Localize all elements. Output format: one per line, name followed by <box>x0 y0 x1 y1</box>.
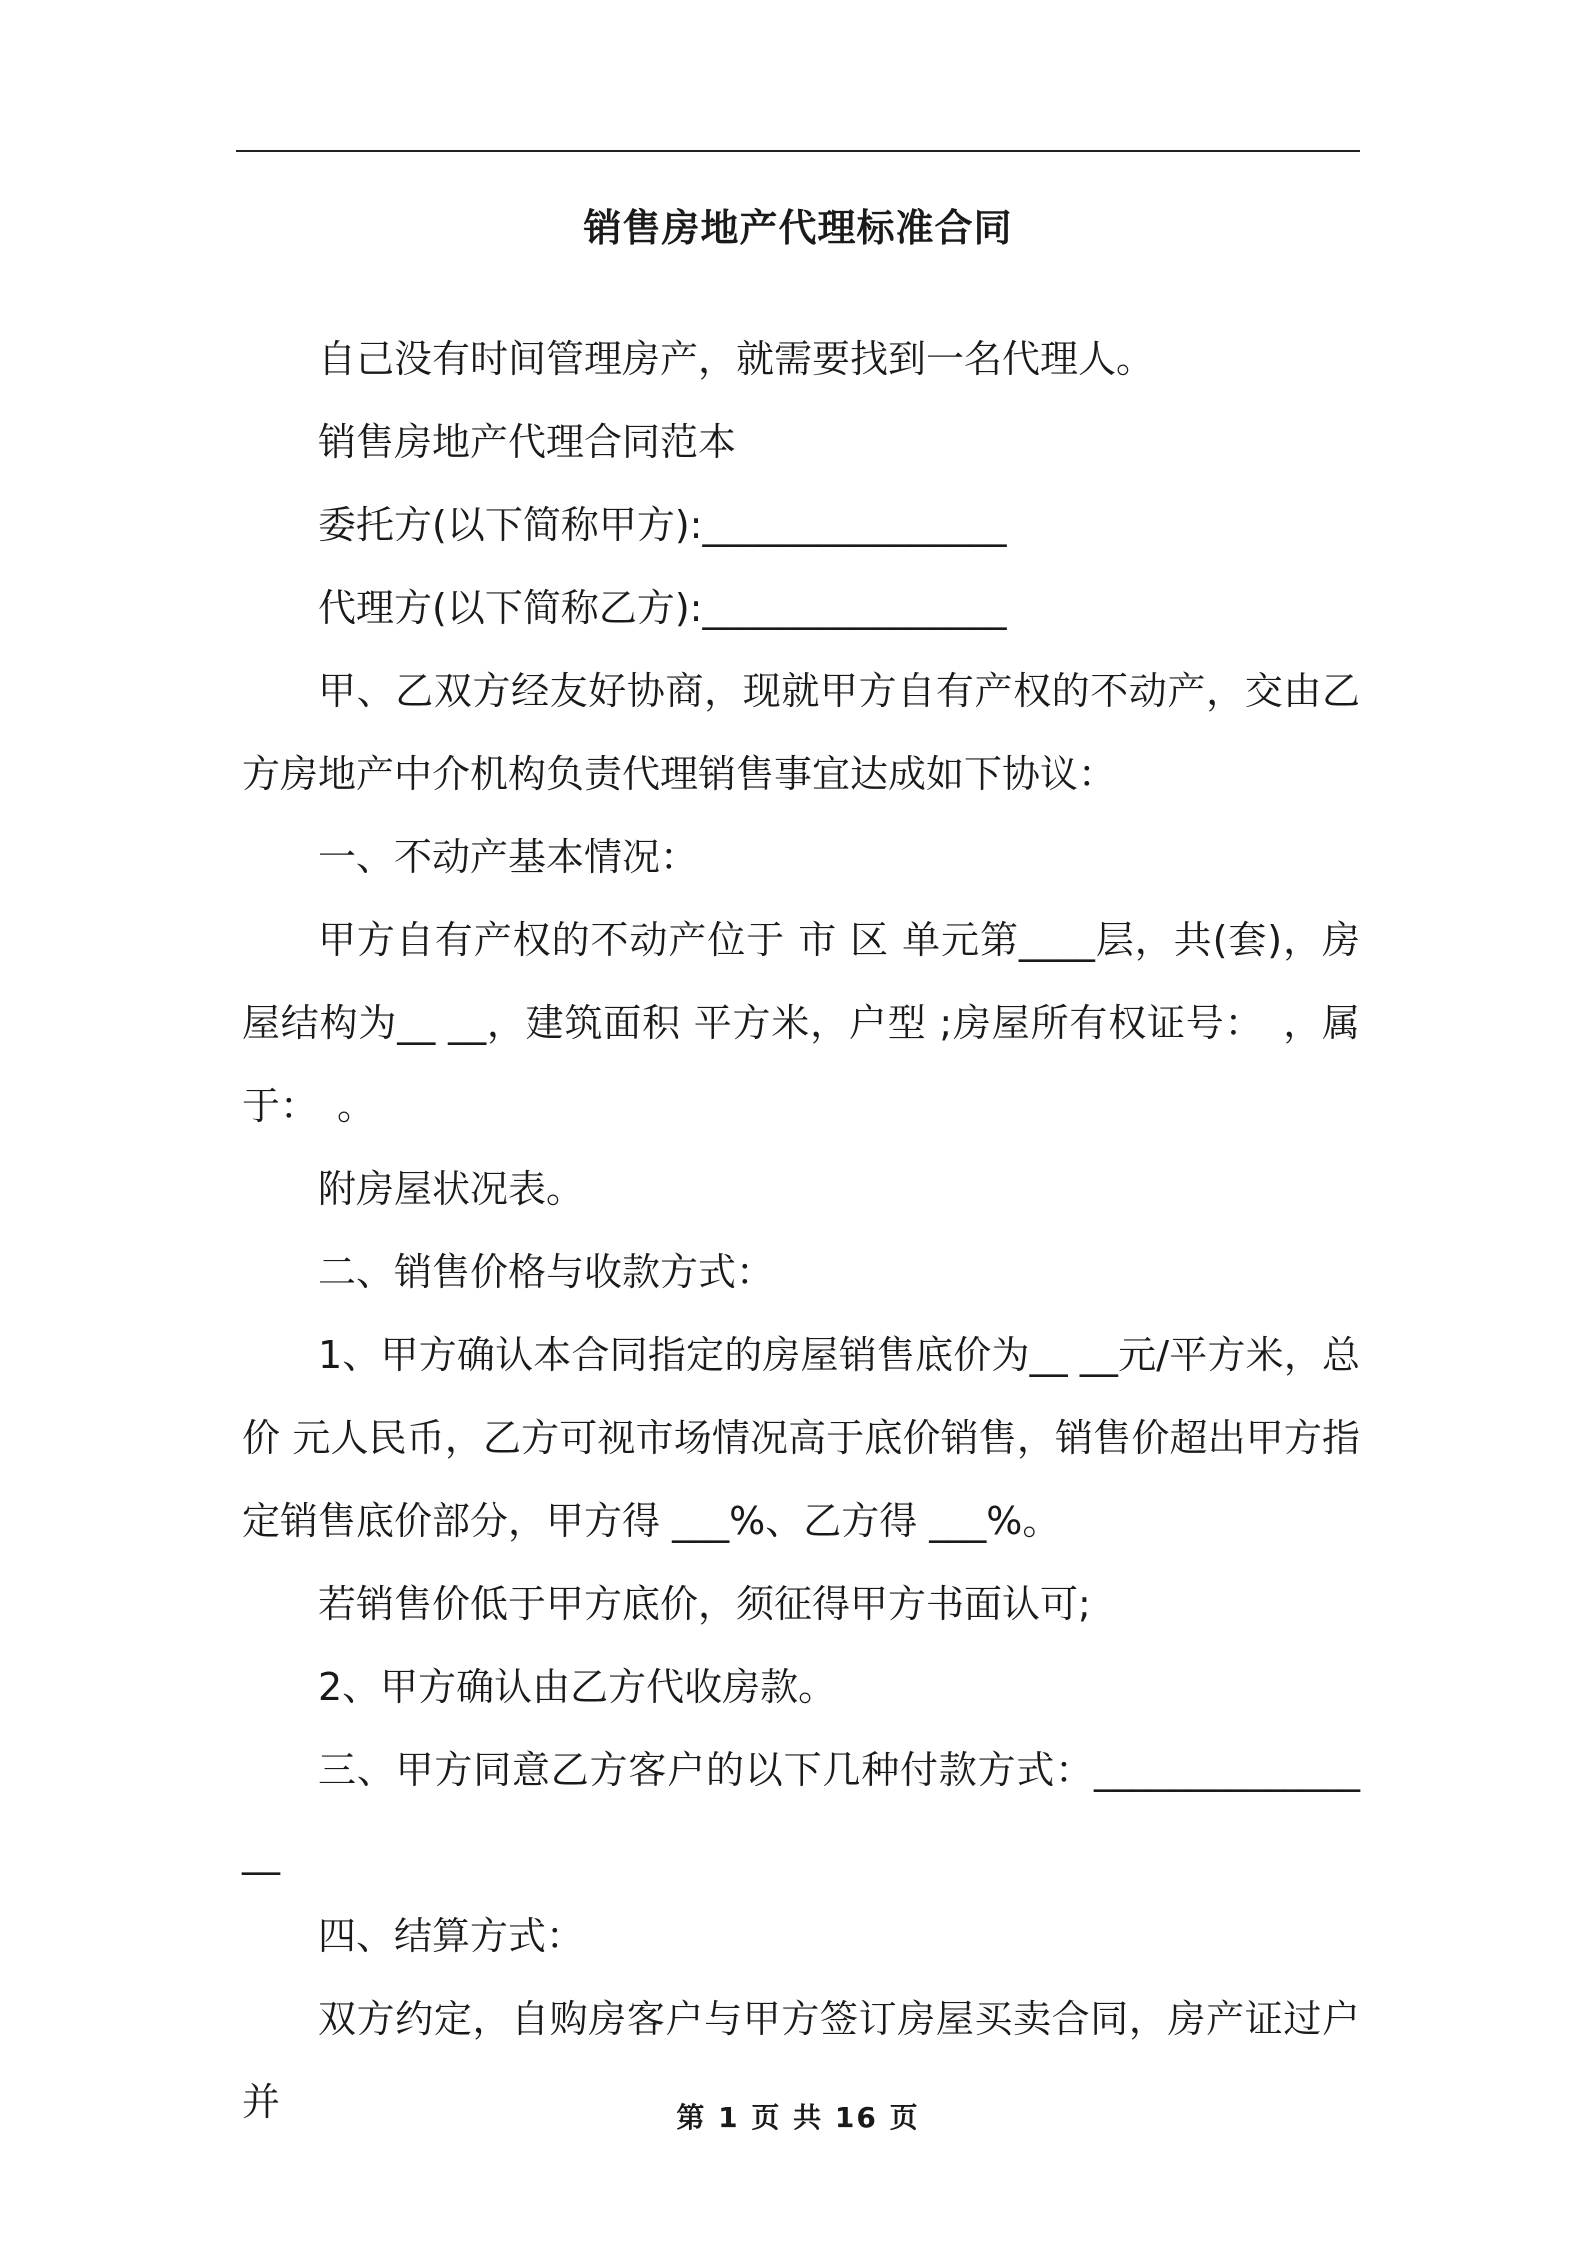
paragraph-intro: 自己没有时间管理房产，就需要找到一名代理人。 <box>318 337 1155 381</box>
header-rule <box>236 150 1360 152</box>
paragraph-settlement: 双方约定，自购房客户与甲方签订房屋买卖合同，房产证过户并 <box>242 1997 1360 2124</box>
document-body <box>242 318 1360 2144</box>
section-heading-4: 四、结算方式： <box>318 1914 585 1958</box>
document-title: 销售房地产代理标准合同 <box>583 206 1013 250</box>
paragraph-template-name: 销售房地产代理合同范本 <box>318 420 737 464</box>
paragraph-property-info: 甲方自有产权的不动产位于 市 区 单元第____层，共(套)，房屋结构为__ __，建筑面积 平方米，户型 ;房屋所有权证号： ，属于： 。 <box>242 918 1360 1128</box>
paragraph-party-b: 代理方(以下简称乙方):________________ <box>318 586 1007 630</box>
section-heading-1: 一、不动产基本情况： <box>318 835 699 879</box>
section-heading-2: 二、销售价格与收款方式： <box>318 1250 775 1294</box>
paragraph-agreement: 甲、乙双方经友好协商，现就甲方自有产权的不动产，交由乙方房地产中介机构负责代理销售事宜达成如下协议： <box>242 669 1360 796</box>
paragraph-attachment: 附房屋状况表。 <box>318 1167 585 1211</box>
page-number: 第 1 页 共 16 页 <box>676 2101 920 2134</box>
section-heading-3: 三、甲方同意乙方客户的以下几种付款方式：________________ <box>242 1748 1360 1875</box>
paragraph-party-a: 委托方(以下简称甲方):________________ <box>318 503 1007 547</box>
paragraph-price-below-floor: 若销售价低于甲方底价，须征得甲方书面认可; <box>318 1582 1091 1626</box>
paragraph-price-clause-1: 1、甲方确认本合同指定的房屋销售底价为__ __元/平方米，总价 元人民币，乙方可视市场情况高于底价销售，销售价超出甲方指定销售底价部分，甲方得 ___%、乙方得 ___%。 <box>242 1333 1360 1543</box>
paragraph-price-clause-2: 2、甲方确认由乙方代收房款。 <box>318 1665 837 1709</box>
